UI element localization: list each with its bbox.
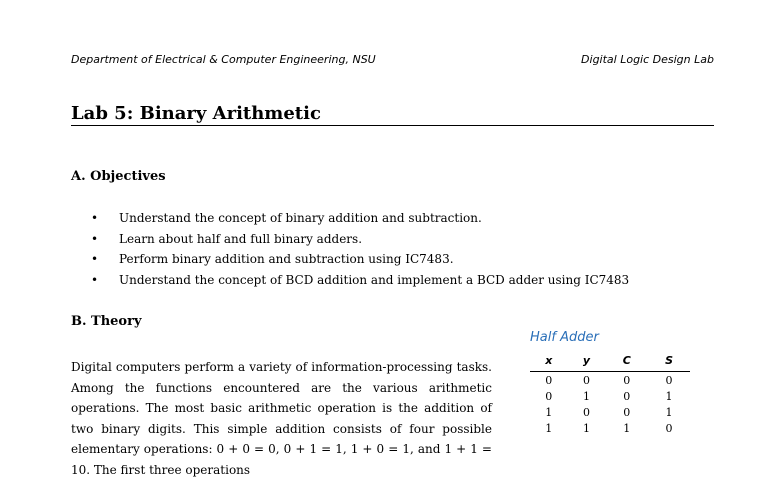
table-cell: 1 <box>582 421 590 435</box>
table-header-row <box>530 349 690 372</box>
table-cell: 1 <box>545 421 553 435</box>
table-cell: 0 <box>545 373 553 387</box>
table-cell: 0 <box>623 373 631 387</box>
table-cell: 1 <box>582 389 590 403</box>
objective-text: Understand the concept of binary addition and subtraction. <box>119 211 482 225</box>
bullet-icon: • <box>91 211 99 225</box>
section-heading-theory: B. Theory <box>71 314 142 329</box>
list-item <box>91 270 629 291</box>
table-cell: 1 <box>665 389 673 403</box>
column-header: x <box>530 349 568 372</box>
table-cell: 1 <box>545 405 553 419</box>
table-row <box>530 420 690 436</box>
header-department: Department of Electrical & Computer Engineering, NSU <box>71 53 376 66</box>
table-cell: 1 <box>623 421 631 435</box>
table-cell: 0 <box>545 389 553 403</box>
theory-paragraph: Digital computers perform a variety of information-processing tasks. Among the functions encountered are the various arithmetic operations. The most basic arithmetic operation is the addition of two binary digits. This simple addition consists of four possible elementary operations: 0 + 0 = 0, 0 + 1 = 1, 1 + 0 = 1, and 1 + 1 = 10. The first three operations <box>71 360 492 477</box>
half-adder-label: Half Adder <box>530 330 599 345</box>
bullet-icon: • <box>91 231 99 246</box>
objective-text: Perform binary addition and subtraction using IC7483. <box>119 252 454 266</box>
column-header: S <box>648 349 690 372</box>
table-row <box>530 404 690 420</box>
table-row <box>530 388 690 404</box>
table-cell: 0 <box>623 405 631 419</box>
list-item <box>91 229 629 250</box>
bullet-icon: • <box>91 272 99 287</box>
table-cell: 1 <box>665 405 673 419</box>
table-cell: 0 <box>623 389 631 403</box>
half-adder-truth-table <box>530 349 690 436</box>
objectives-list <box>91 208 629 290</box>
list-item <box>91 249 629 270</box>
header-course: Digital Logic Design Lab <box>581 53 714 66</box>
table-cell: 0 <box>665 421 673 435</box>
bullet-icon: • <box>91 252 99 266</box>
objective-text: Understand the concept of BCD addition and implement a BCD adder using IC7483 <box>119 272 630 287</box>
column-header: y <box>568 349 606 372</box>
table-cell: 0 <box>582 405 590 419</box>
table-row <box>530 372 690 389</box>
table-cell: 0 <box>582 373 590 387</box>
table-cell: 0 <box>665 373 673 387</box>
objective-text: Learn about half and full binary adders. <box>119 231 363 246</box>
section-heading-objectives: A. Objectives <box>71 169 166 184</box>
column-header: C <box>605 349 648 372</box>
page-title: Lab 5: Binary Arithmetic <box>71 103 714 126</box>
list-item <box>91 208 629 229</box>
